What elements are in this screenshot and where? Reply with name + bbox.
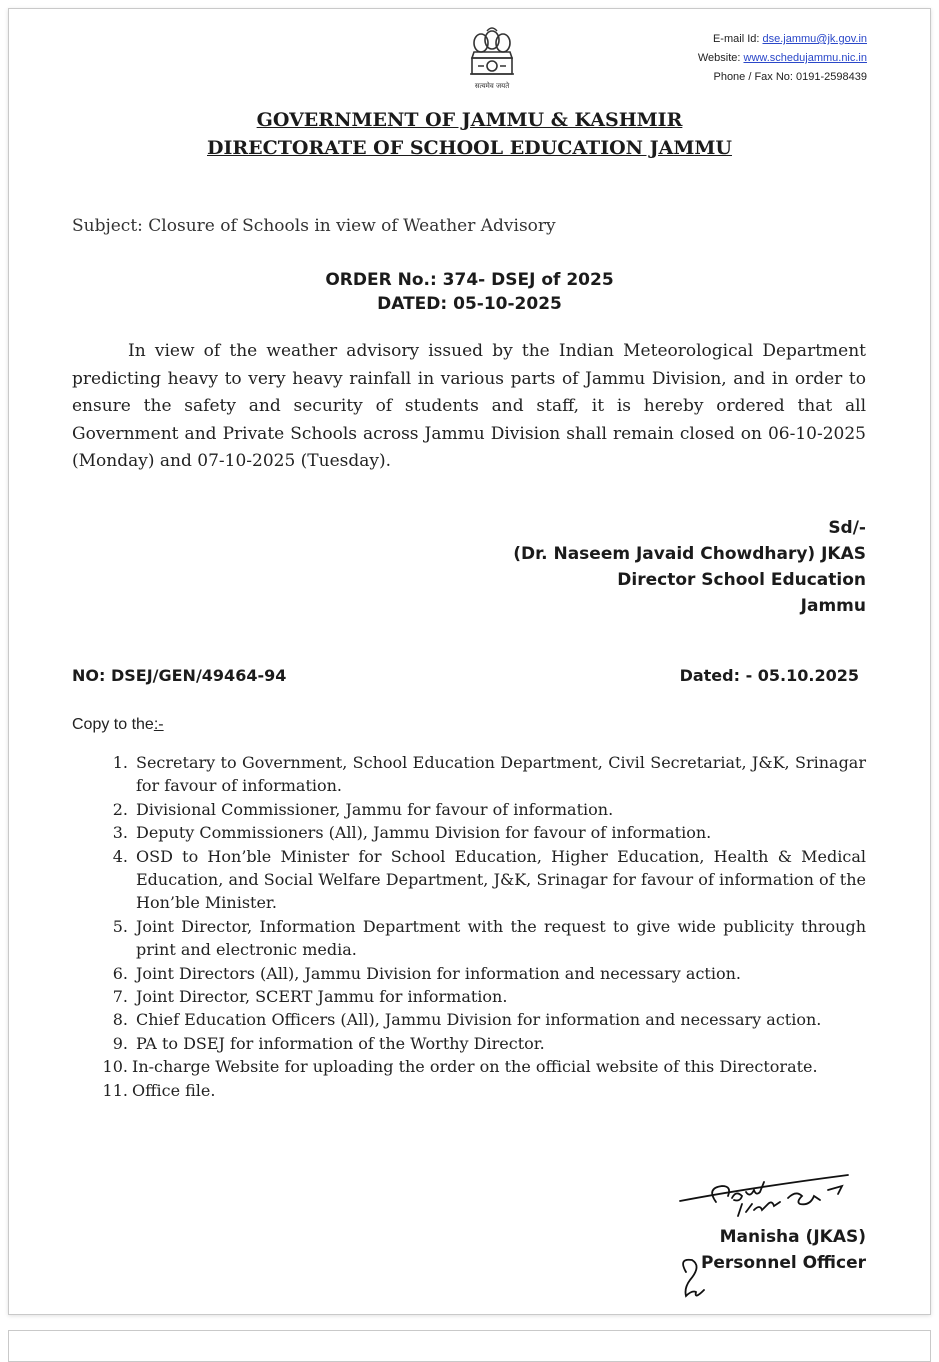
signatory-name: (Dr. Naseem Javaid Chowdhary) JKAS xyxy=(513,544,866,564)
reference-date: Dated: - 05.10.2025 xyxy=(679,666,859,685)
signatory-designation: Director School Education xyxy=(617,570,866,590)
list-item: 5. Joint Director, Information Department with the request to give wide publicity through print and electronic media. xyxy=(112,916,866,960)
reference-number: NO: DSEJ/GEN/49464-94 xyxy=(72,666,287,685)
list-item: 8. Chief Education Officers (All), Jammu Division for information and necessary action. xyxy=(112,1010,822,1030)
order-body: In view of the weather advisory issued by the Indian Meteorological Department predicting heavy to very heavy rainfall in various parts of Jammu Division, and in order to ensure the safety and security of students and staff, it is hereby ordered that all Government and Private Schools across Jammu Division shall remain closed on 06-10-2025 (Monday) and 07-10-2025 (Tuesday). xyxy=(72,341,866,471)
list-item: 6. Joint Directors (All), Jammu Division for information and necessary action. xyxy=(112,963,741,983)
directorate-heading: DIRECTORATE OF SCHOOL EDUCATION JAMMU xyxy=(207,137,732,159)
copy-to-list xyxy=(72,751,866,1102)
order-number: ORDER No.: 374- DSEJ of 2025 xyxy=(325,270,614,290)
emblem-motto: सत्यमेव जयते xyxy=(474,82,510,90)
sd-mark: Sd/- xyxy=(828,518,866,538)
copy-to-label: Copy to the:- xyxy=(72,716,164,733)
list-item: 7. Joint Director, SCERT Jammu for information. xyxy=(112,987,508,1007)
list-item: 1. Secretary to Government, School Education Department, Civil Secretariat, J&K, Srinagar for favour of information. xyxy=(112,753,866,796)
phone-line: Phone / Fax No: 0191-2598439 xyxy=(713,71,867,83)
officer-name: Manisha (JKAS) xyxy=(719,1227,866,1247)
department-title xyxy=(0,106,939,162)
officer-block xyxy=(701,1224,866,1276)
next-page-edge xyxy=(8,1330,931,1362)
document-page xyxy=(8,8,931,1315)
list-item: 9. PA to DSEJ for information of the Worthy Director. xyxy=(112,1033,545,1053)
email-line xyxy=(698,30,867,49)
list-item: 4. OSD to Hon’ble Minister for School Education, Higher Education, Health & Medical Education, and Social Welfare Department, J&K, Srinagar for favour of information of the Hon’ble Minister. xyxy=(112,846,866,913)
signatory-place: Jammu xyxy=(800,596,866,616)
list-item: 3. Deputy Commissioners (All), Jammu Division for favour of information. xyxy=(112,823,712,843)
list-item: 11. Office file. xyxy=(102,1080,216,1100)
contact-block xyxy=(698,30,867,87)
list-item: 2. Divisional Commissioner, Jammu for favour of information. xyxy=(112,799,614,819)
subject-line: Subject: Closure of Schools in view of Weather Advisory xyxy=(72,216,556,236)
email-link[interactable]: dse.jammu@jk.gov.in xyxy=(762,33,867,45)
website-line xyxy=(698,49,867,68)
government-heading: GOVERNMENT OF JAMMU & KASHMIR xyxy=(256,109,683,131)
website-link[interactable]: www.schedujammu.nic.in xyxy=(743,52,867,64)
officer-designation: Personnel Officer xyxy=(700,1253,866,1273)
director-signature-block xyxy=(513,515,866,619)
website-label: Website: xyxy=(697,52,741,64)
state-emblem-icon xyxy=(454,24,530,94)
order-date: DATED: 05-10-2025 xyxy=(377,294,562,314)
order-heading xyxy=(0,268,939,316)
list-item: 10. In-charge Website for uploading the order on the official website of this Directorate. xyxy=(102,1057,818,1077)
email-label: E-mail Id: xyxy=(712,33,760,45)
